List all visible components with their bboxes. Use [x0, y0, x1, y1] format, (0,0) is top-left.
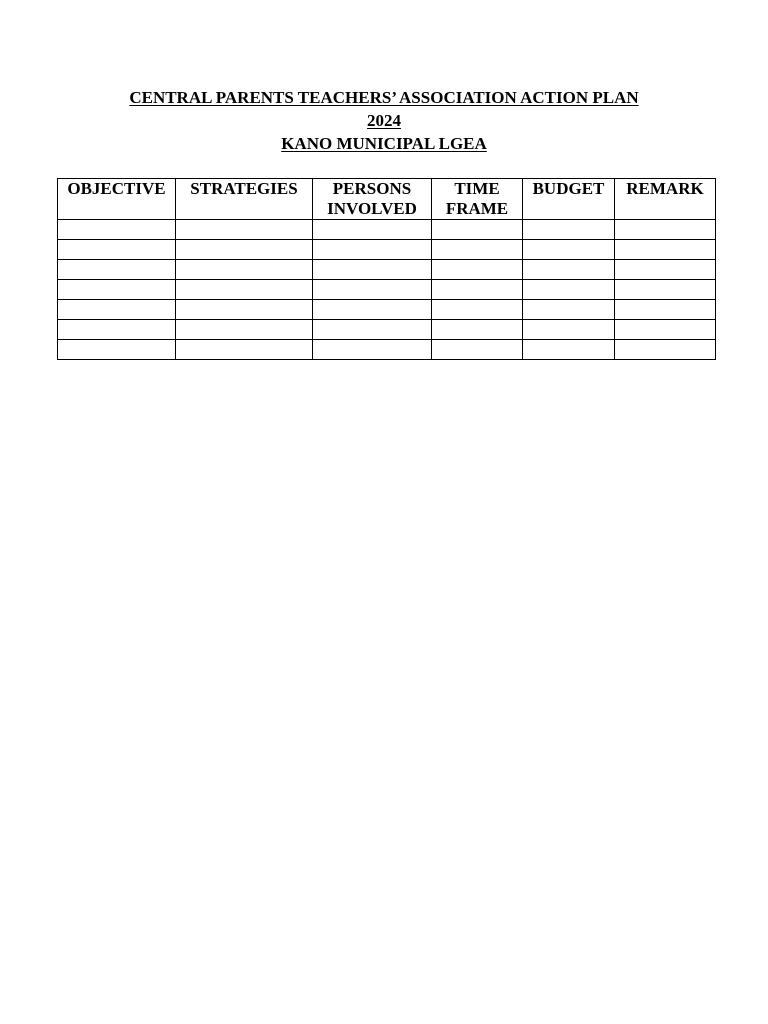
table-cell — [615, 300, 716, 320]
document-title: CENTRAL PARENTS TEACHERS’ ASSOCIATION ACTION PLAN — [129, 88, 639, 107]
table-cell — [523, 320, 615, 340]
table-body — [58, 220, 716, 360]
table-row — [58, 340, 716, 360]
table-cell — [313, 300, 432, 320]
action-plan-table — [57, 178, 716, 360]
table-cell — [58, 240, 176, 260]
table-cell — [523, 260, 615, 280]
table-cell — [432, 320, 523, 340]
table-cell — [523, 340, 615, 360]
table-cell — [432, 340, 523, 360]
table-cell — [523, 220, 615, 240]
table-row — [58, 260, 716, 280]
table-cell — [523, 240, 615, 260]
table-cell — [58, 340, 176, 360]
table-cell — [176, 340, 313, 360]
table-cell — [432, 280, 523, 300]
table-cell — [615, 220, 716, 240]
table-cell — [432, 300, 523, 320]
table-cell — [313, 280, 432, 300]
table-cell — [615, 280, 716, 300]
table-cell — [615, 340, 716, 360]
table-cell — [432, 240, 523, 260]
table-cell — [313, 240, 432, 260]
header-time-frame: TIME FRAME — [432, 179, 523, 220]
table-cell — [176, 220, 313, 240]
table-cell — [176, 260, 313, 280]
table-header-row — [58, 179, 716, 220]
table-cell — [523, 280, 615, 300]
table-row — [58, 300, 716, 320]
header-budget: BUDGET — [523, 179, 615, 220]
document-year: 2024 — [367, 111, 401, 130]
table-cell — [432, 260, 523, 280]
header-persons-involved: PERSONS INVOLVED — [313, 179, 432, 220]
table-cell — [615, 260, 716, 280]
table-cell — [176, 280, 313, 300]
table-cell — [313, 220, 432, 240]
table-cell — [615, 240, 716, 260]
table-cell — [58, 320, 176, 340]
table-cell — [58, 300, 176, 320]
table-row — [58, 220, 716, 240]
table-cell — [58, 280, 176, 300]
table-cell — [523, 300, 615, 320]
table-cell — [176, 300, 313, 320]
table-cell — [313, 340, 432, 360]
table-cell — [58, 220, 176, 240]
header-objective: OBJECTIVE — [58, 179, 176, 220]
header-strategies: STRATEGIES — [176, 179, 313, 220]
table-cell — [58, 260, 176, 280]
table-row — [58, 240, 716, 260]
header-remark: REMARK — [615, 179, 716, 220]
table-cell — [615, 320, 716, 340]
table-cell — [176, 320, 313, 340]
table-cell — [313, 260, 432, 280]
document-subtitle: KANO MUNICIPAL LGEA — [281, 134, 487, 153]
table-cell — [313, 320, 432, 340]
table-row — [58, 280, 716, 300]
table-cell — [176, 240, 313, 260]
table-row — [58, 320, 716, 340]
table-cell — [432, 220, 523, 240]
